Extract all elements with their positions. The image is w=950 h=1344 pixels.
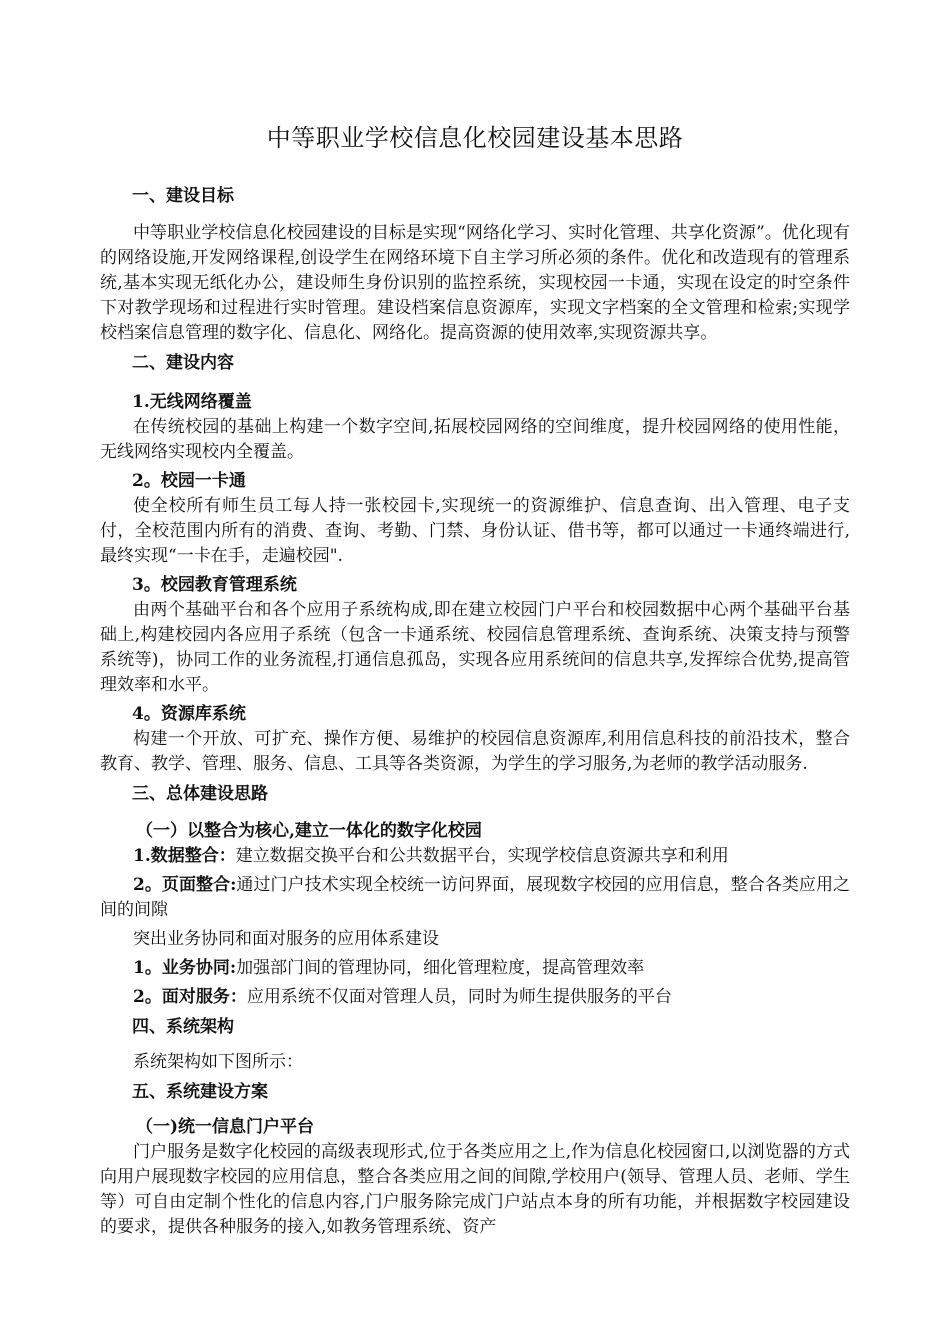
label-data-integration: 1.数据整合： [133, 846, 236, 866]
paragraph-data-integration [100, 844, 850, 869]
label-service-facing: 2。面对服务： [133, 987, 247, 1007]
text-business-collab: 加强部门间的管理协同，细化管理粒度，提高管理效率 [236, 958, 645, 978]
item-title-resources: 4。资源库系统 [132, 704, 246, 724]
paragraph-service-facing [100, 985, 850, 1010]
label-business-collab: 1。业务协同: [133, 958, 237, 978]
paragraph-portal: 门户服务是数字化校园的高级表现形式,位于各类应用之上,作为信息化校园窗口,以浏览器的方式向用户展现数字校园的应用信息，整合各类应用之间的间隙,学校用户(领导、管理人员、老师、学生等）可自由定制个性化的信息内容,门户服务除完成门户站点本身的所有功能，并根据数字校园建设的要求，提供各种服务的接入,如教务管理系统、资产 [100, 1142, 850, 1237]
section-heading-plan: 五、系统建设方案 [132, 1082, 268, 1102]
text-data-integration: 建立数据交换平台和公共数据平台，实现学校信息资源共享和利用 [235, 846, 729, 866]
paragraph-service-system: 突出业务协同和面对服务的应用体系建设 [133, 929, 439, 949]
item-text-wireless: 在传统校园的基础上构建一个数字空间,拓展校园网络的空间维度，提升校园网络的使用性能，无线网络实现校内全覆盖。 [100, 417, 850, 462]
section-paragraph-goals: 中等职业学校信息化校园建设的目标是实现“网络化学习、实时化管理、共享化资源”。优化现有的网络设施,开发网络课程,创设学生在网络环境下自主学习所必须的条件。优化和改造现有的管理系统,基本实现无纸化办公，建设师生身份识别的监控系统，实现校园一卡通，实现在设定的时空条件下对教学现场和过程进行实时管理。建设档案信息资源库，实现文字档案的全文管理和检索;实现学校档案信息管理的数字化、信息化、网络化。提高资源的使用效率,实现资源共享。 [100, 223, 850, 343]
section-heading-content: 二、建设内容 [132, 353, 234, 373]
section-heading-approach: 三、总体建设思路 [132, 784, 268, 804]
item-text-resources: 构建一个开放、可扩充、操作方便、易维护的校园信息资源库,利用信息科技的前沿技术，整合教育、教学、管理、服务、信息、工具等各类资源，为学生的学习服务,为老师的教学活动服务. [100, 729, 850, 774]
subsection-heading-portal: （一)统一信息门户平台 [136, 1117, 315, 1137]
item-text-management: 由两个基础平台和各个应用子系统构成,即在建立校园门户平台和校园数据中心两个基础平台基础上,构建校园内各应用子系统（包含一卡通系统、校园信息管理系统、查询系统、决策支持与预警系统等)，协同工作的业务流程,打通信息孤岛，实现各应用系统间的信息共享,发挥综合优势,提高管理效率和水平。 [100, 600, 850, 695]
section-heading-goals: 一、建设目标 [132, 186, 234, 206]
paragraph-business-collab [100, 956, 850, 981]
paragraph-page-integration [100, 873, 850, 923]
paragraph-architecture: 系统架构如下图所示： [133, 1052, 303, 1072]
label-page-integration: 2。页面整合: [133, 875, 237, 895]
document-page [100, 118, 850, 1244]
subsection-heading-integration: （一）以整合为核心,建立一体化的数字化校园 [136, 821, 482, 841]
item-title-management: 3。校园教育管理系统 [132, 575, 297, 595]
text-service-facing: 应用系统不仅面对管理人员，同时为师生提供服务的平台 [246, 987, 672, 1007]
item-title-wireless: 1.无线网络覆盖 [132, 392, 252, 412]
text-page-integration: 通过门户技术实现全校统一访问界面，展现数字校园的应用信息，整合各类应用之间的间隙 [100, 875, 850, 920]
section-heading-architecture: 四、系统架构 [132, 1017, 234, 1037]
item-title-card: 2。校园一卡通 [132, 471, 246, 491]
item-text-card: 使全校所有师生员工每人持一张校园卡,实现统一的资源维护、信息查询、出入管理、电子支付，全校范围内所有的消费、查询、考勤、门禁、身份认证、借书等，都可以通过一卡通终端进行,最终实现“一卡在手，走遍校园". [100, 496, 850, 566]
document-title: 中等职业学校信息化校园建设基本思路 [266, 124, 684, 152]
